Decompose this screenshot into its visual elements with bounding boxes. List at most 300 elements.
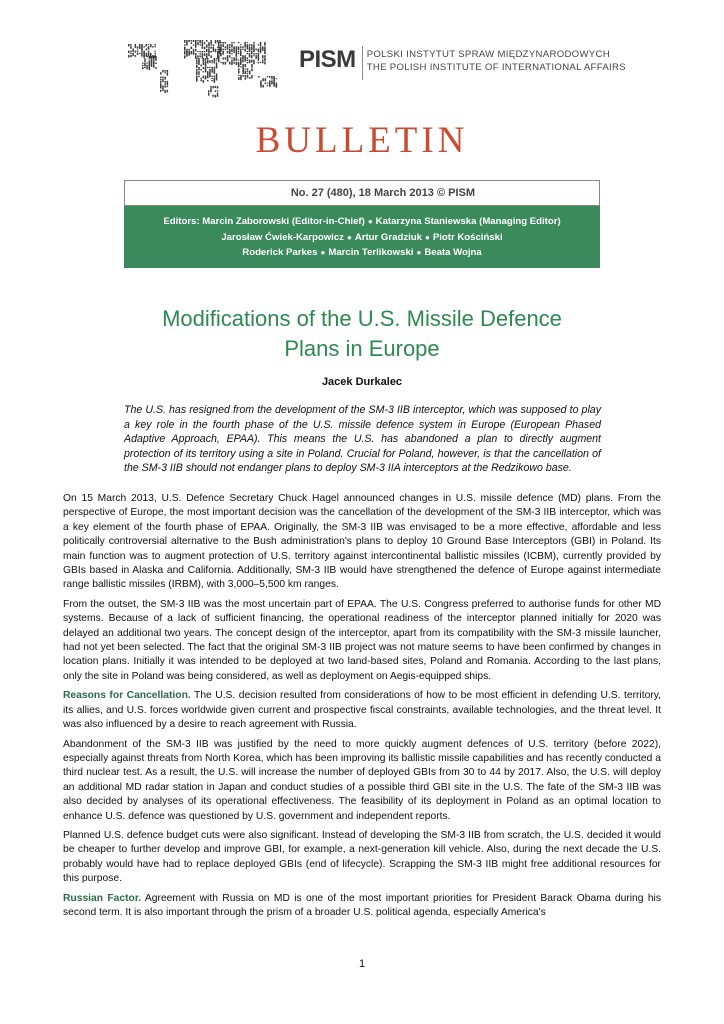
institute-header bbox=[299, 46, 626, 80]
map-dot bbox=[260, 44, 262, 46]
map-dot bbox=[216, 58, 218, 60]
map-dot bbox=[198, 73, 200, 74]
map-dot bbox=[160, 79, 162, 81]
map-dot bbox=[214, 80, 216, 83]
map-dot bbox=[203, 71, 205, 72]
map-dot bbox=[160, 90, 162, 92]
map-dot bbox=[146, 56, 148, 57]
map-dot bbox=[135, 44, 137, 46]
article-abstract: The U.S. has resigned from the development of the SM-3 IIB interceptor, which was supposed to play a key role in the fourth phase of the U.S. missile defence system in Europe (European Phased Adaptive Approach, EPAA). This means the U.S. has abandoned a plan to directly augment protection of its territory using a site in Poland. Crucial for Poland, however, is that the cancellation of the SM-3 IIB should not endanger plans to deploy SM-3 IIA interceptors at the Redzikowo base. bbox=[124, 404, 601, 474]
map-dot bbox=[211, 71, 213, 73]
map-dot bbox=[197, 51, 199, 52]
map-dot bbox=[240, 77, 242, 80]
map-dot bbox=[258, 76, 260, 78]
map-dot bbox=[205, 65, 207, 67]
map-dot bbox=[164, 81, 166, 83]
map-dot bbox=[247, 51, 249, 52]
map-dot bbox=[231, 53, 233, 54]
map-dot bbox=[273, 85, 275, 87]
map-dot bbox=[155, 63, 157, 64]
map-dot bbox=[210, 88, 212, 90]
map-dot bbox=[208, 95, 210, 96]
map-dot bbox=[242, 75, 244, 77]
map-dot bbox=[251, 44, 253, 46]
map-dot bbox=[144, 58, 146, 60]
map-dot bbox=[227, 46, 229, 49]
map-dot bbox=[247, 60, 249, 61]
map-dot bbox=[210, 90, 212, 92]
map-dot bbox=[210, 44, 212, 45]
map-dot bbox=[151, 56, 153, 58]
editor-name: Artur Gradziuk bbox=[354, 231, 422, 243]
bullet-separator: ● bbox=[424, 232, 430, 242]
map-dot bbox=[253, 53, 255, 55]
map-dot bbox=[188, 53, 190, 55]
map-dot bbox=[242, 64, 244, 66]
editor-name: Piotr Kościński bbox=[432, 231, 503, 243]
map-dot bbox=[144, 65, 146, 67]
map-dot bbox=[184, 49, 186, 51]
map-dot bbox=[251, 53, 253, 54]
bullet-separator: ● bbox=[320, 248, 326, 257]
map-dot bbox=[203, 80, 205, 83]
map-dot bbox=[155, 67, 157, 69]
map-dot bbox=[262, 60, 264, 62]
map-dot bbox=[160, 81, 162, 83]
map-dot bbox=[142, 63, 144, 64]
map-dot bbox=[164, 85, 166, 87]
map-dot bbox=[264, 55, 266, 57]
map-dot bbox=[236, 49, 238, 51]
map-dot bbox=[269, 76, 271, 78]
map-dot bbox=[184, 55, 186, 58]
map-dot bbox=[191, 40, 193, 41]
map-dot bbox=[238, 60, 240, 61]
map-dot bbox=[188, 49, 190, 51]
article-author: Jacek Durkalec bbox=[321, 376, 403, 388]
map-dot bbox=[258, 49, 260, 51]
map-dot bbox=[137, 48, 139, 49]
map-dot bbox=[215, 95, 217, 98]
map-dot bbox=[128, 44, 130, 46]
map-dot bbox=[210, 42, 212, 44]
map-dot bbox=[247, 73, 249, 74]
map-dot bbox=[200, 78, 202, 80]
map-dot bbox=[216, 62, 218, 64]
map-dot bbox=[265, 83, 267, 85]
map-dot bbox=[196, 73, 198, 75]
map-dot bbox=[208, 47, 210, 49]
map-dot bbox=[238, 51, 240, 53]
map-dot bbox=[214, 60, 216, 63]
map-dot bbox=[255, 57, 257, 58]
map-dot bbox=[199, 40, 201, 43]
map-dot bbox=[244, 60, 246, 62]
paragraph-text: The U.S. decision resulted from considerations of how to be most efficient in defending U.S. territory, its allies, and U.S. forces worldwide given current and prospective fiscal constraints, available technologies, and the threat level. It was also influenced by a desire to reach agreement with Russia. bbox=[63, 690, 661, 731]
map-dot bbox=[227, 51, 229, 54]
article-body bbox=[63, 492, 661, 925]
title-line: Plans in Europe bbox=[284, 336, 440, 361]
map-dot bbox=[262, 57, 264, 58]
map-dot bbox=[238, 71, 240, 74]
map-dot bbox=[260, 46, 262, 48]
map-dot bbox=[240, 49, 242, 51]
map-dot bbox=[186, 55, 188, 56]
map-dot bbox=[238, 42, 240, 43]
map-dot bbox=[162, 70, 164, 72]
map-dot bbox=[199, 55, 201, 57]
map-dot bbox=[247, 57, 249, 59]
map-dot bbox=[207, 60, 209, 63]
map-dot bbox=[217, 95, 219, 97]
map-dot bbox=[233, 51, 235, 53]
map-dot bbox=[216, 67, 218, 69]
map-dot bbox=[197, 55, 199, 57]
map-dot bbox=[271, 76, 273, 78]
map-dot bbox=[167, 70, 169, 72]
map-dot bbox=[222, 44, 224, 47]
institute-name-pl: POLSKI INSTYTUT SPRAW MIĘDZYNARODOWYCH bbox=[366, 49, 610, 60]
map-dot bbox=[231, 42, 233, 44]
map-dot bbox=[247, 68, 249, 70]
map-dot bbox=[195, 44, 197, 47]
map-dot bbox=[255, 49, 257, 51]
map-dot bbox=[139, 44, 141, 46]
map-dot bbox=[167, 85, 169, 87]
map-dot bbox=[149, 58, 151, 59]
map-dot bbox=[150, 44, 152, 47]
map-dot bbox=[215, 49, 217, 53]
section-heading: Russian Factor. bbox=[63, 892, 142, 904]
map-dot bbox=[202, 51, 204, 53]
map-dot bbox=[249, 73, 251, 75]
map-dot bbox=[238, 75, 240, 76]
page-number: 1 bbox=[358, 958, 366, 970]
map-dot bbox=[146, 63, 148, 64]
map-dot bbox=[148, 48, 150, 49]
map-dot bbox=[214, 76, 216, 78]
editor-name: Roderick Parkes bbox=[242, 247, 318, 258]
map-dot bbox=[193, 49, 195, 51]
map-dot bbox=[160, 77, 162, 79]
map-dot bbox=[149, 56, 151, 58]
map-dot bbox=[262, 78, 264, 81]
map-dot bbox=[215, 86, 217, 88]
map-dot bbox=[196, 69, 198, 71]
map-dot bbox=[245, 64, 247, 67]
map-dot bbox=[211, 60, 213, 62]
map-dot bbox=[208, 44, 210, 46]
map-dot bbox=[211, 78, 213, 79]
map-dot bbox=[240, 53, 242, 56]
map-dot bbox=[262, 85, 264, 88]
world-map-logo bbox=[120, 30, 290, 105]
map-dot bbox=[207, 67, 209, 68]
map-dot bbox=[211, 80, 213, 81]
map-dot bbox=[196, 80, 198, 82]
map-dot bbox=[220, 49, 222, 52]
map-dot bbox=[253, 60, 255, 63]
map-dot bbox=[251, 49, 253, 51]
map-dot bbox=[229, 51, 231, 54]
map-dot bbox=[210, 51, 212, 53]
map-dot bbox=[155, 56, 157, 58]
map-dot bbox=[214, 67, 216, 69]
map-dot bbox=[218, 42, 220, 44]
map-dot bbox=[214, 71, 216, 74]
map-dot bbox=[167, 83, 169, 85]
map-dot bbox=[260, 42, 262, 44]
map-dot bbox=[148, 44, 150, 45]
map-dot bbox=[240, 62, 242, 65]
map-dot bbox=[211, 76, 213, 77]
map-dot bbox=[264, 53, 266, 54]
body-paragraph bbox=[63, 689, 661, 732]
map-dot bbox=[164, 72, 166, 73]
map-dot bbox=[130, 46, 132, 49]
map-dot bbox=[231, 51, 233, 52]
map-dot bbox=[160, 83, 162, 86]
map-dot bbox=[204, 53, 206, 56]
map-dot bbox=[253, 62, 255, 65]
map-dot bbox=[264, 62, 266, 65]
map-dot bbox=[151, 65, 153, 67]
map-dot bbox=[216, 60, 218, 61]
map-dot bbox=[167, 81, 169, 84]
map-dot bbox=[244, 44, 246, 47]
map-dot bbox=[130, 53, 132, 54]
map-dot bbox=[155, 58, 157, 61]
map-dot bbox=[255, 53, 257, 54]
header-divider bbox=[362, 46, 363, 80]
map-dot bbox=[146, 67, 148, 69]
map-dot bbox=[271, 83, 273, 85]
map-dot bbox=[229, 49, 231, 51]
institute-names bbox=[367, 46, 626, 74]
map-dot bbox=[162, 81, 164, 82]
map-dot bbox=[196, 58, 198, 60]
map-dot bbox=[242, 60, 244, 63]
map-dot bbox=[197, 42, 199, 45]
map-dot bbox=[227, 60, 229, 62]
map-dot bbox=[205, 69, 207, 72]
map-dot bbox=[236, 46, 238, 48]
map-dot bbox=[220, 42, 222, 43]
map-dot bbox=[276, 85, 278, 88]
map-dot bbox=[222, 53, 224, 55]
map-dot bbox=[206, 49, 208, 51]
map-dot bbox=[195, 53, 197, 55]
map-dot bbox=[197, 40, 199, 41]
map-dot bbox=[222, 42, 224, 44]
map-dot bbox=[262, 62, 264, 64]
map-dot bbox=[154, 51, 156, 52]
map-dot bbox=[144, 60, 146, 62]
map-dot bbox=[209, 69, 211, 71]
map-dot bbox=[186, 42, 188, 45]
map-dot bbox=[213, 49, 215, 52]
map-dot bbox=[218, 49, 220, 51]
map-dot bbox=[146, 44, 148, 46]
bullet-separator: ● bbox=[367, 217, 373, 226]
map-dot bbox=[142, 65, 144, 66]
map-dot bbox=[245, 73, 247, 74]
map-dot bbox=[208, 53, 210, 56]
map-dot bbox=[251, 55, 253, 58]
map-dot bbox=[154, 46, 156, 47]
map-dot bbox=[141, 51, 143, 53]
map-dot bbox=[196, 67, 198, 68]
map-dot bbox=[245, 68, 247, 69]
body-paragraph: Planned U.S. defence budget cuts were also significant. Instead of developing the SM-3 IIB from scratch, the U.S. decided it would be cheaper to further develop and improve GBI, for example, a next-generation kill vehicle. Also, during the next decade the U.S. probably would have had to replace deployed GBIs (end of lifecycle). Scrapping the SM-3 IIB might free additional resources for this purpose. bbox=[63, 829, 661, 885]
map-dot bbox=[251, 64, 253, 67]
map-dot bbox=[249, 77, 251, 79]
map-dot bbox=[203, 76, 205, 79]
map-dot bbox=[258, 62, 260, 64]
map-dot bbox=[238, 77, 240, 80]
map-dot bbox=[218, 51, 220, 53]
map-dot bbox=[276, 78, 278, 79]
map-dot bbox=[253, 42, 255, 44]
map-dot bbox=[233, 42, 235, 43]
map-dot bbox=[130, 51, 132, 53]
map-dot bbox=[253, 46, 255, 48]
map-dot bbox=[242, 71, 244, 74]
map-dot bbox=[247, 71, 249, 73]
map-dot bbox=[218, 44, 220, 46]
bullet-separator: ● bbox=[416, 248, 422, 257]
map-dot bbox=[141, 55, 143, 57]
map-dot bbox=[249, 62, 251, 63]
map-dot bbox=[271, 78, 273, 79]
map-dot bbox=[227, 44, 229, 46]
title-line: Modifications of the U.S. Missile Defence bbox=[162, 306, 562, 331]
map-dot bbox=[198, 71, 200, 73]
map-dot bbox=[206, 51, 208, 52]
map-dot bbox=[203, 60, 205, 62]
map-dot bbox=[141, 48, 143, 50]
map-dot bbox=[199, 44, 201, 45]
map-dot bbox=[205, 58, 207, 60]
map-dot bbox=[225, 42, 227, 44]
map-dot bbox=[206, 55, 208, 58]
map-dot bbox=[207, 73, 209, 75]
article-title bbox=[64, 304, 660, 364]
map-dot bbox=[208, 90, 210, 92]
map-dot bbox=[209, 71, 211, 73]
map-dot bbox=[262, 49, 264, 51]
map-dot bbox=[135, 55, 137, 57]
paragraph-text: Agreement with Russia on MD is one of the most important priorities for President Barack Obama during his second term. It is also important through the prism of a broader U.S. political agenda, especially America's bbox=[63, 892, 661, 918]
map-dot bbox=[225, 62, 227, 65]
map-dot bbox=[251, 60, 253, 63]
editor-name: Beata Wojna bbox=[424, 247, 482, 258]
map-dot bbox=[258, 53, 260, 56]
map-dot bbox=[222, 49, 224, 51]
map-dot bbox=[193, 53, 195, 54]
map-dot bbox=[204, 42, 206, 44]
map-dot bbox=[148, 51, 150, 53]
map-dot bbox=[143, 46, 145, 47]
map-dot bbox=[260, 51, 262, 53]
map-dot bbox=[186, 44, 188, 45]
map-dot bbox=[160, 72, 162, 74]
map-dot bbox=[247, 75, 249, 77]
map-dot bbox=[265, 78, 267, 81]
map-dot bbox=[137, 46, 139, 48]
map-dot bbox=[217, 93, 219, 95]
map-dot bbox=[153, 56, 155, 58]
map-dot bbox=[231, 62, 233, 65]
map-dot bbox=[249, 71, 251, 73]
map-dot bbox=[193, 44, 195, 45]
map-dot bbox=[251, 68, 253, 71]
map-dot bbox=[229, 46, 231, 48]
map-dot bbox=[238, 53, 240, 54]
map-dot bbox=[240, 44, 242, 45]
map-dot bbox=[244, 49, 246, 52]
map-dot bbox=[143, 55, 145, 58]
map-dot bbox=[200, 80, 202, 81]
map-dot bbox=[238, 68, 240, 70]
map-dot bbox=[212, 95, 214, 97]
map-dot bbox=[164, 90, 166, 93]
map-dot bbox=[148, 46, 150, 49]
map-dot bbox=[202, 44, 204, 46]
map-dot bbox=[152, 46, 154, 47]
map-dot bbox=[218, 46, 220, 48]
map-dot bbox=[249, 55, 251, 57]
map-dot bbox=[233, 49, 235, 51]
map-dot bbox=[208, 93, 210, 95]
map-dot bbox=[242, 46, 244, 48]
map-dot bbox=[245, 75, 247, 77]
map-dot bbox=[146, 48, 148, 50]
map-dot bbox=[229, 55, 231, 57]
map-dot bbox=[225, 57, 227, 59]
map-dot bbox=[249, 49, 251, 52]
map-dot bbox=[137, 53, 139, 55]
map-dot bbox=[225, 49, 227, 50]
map-dot bbox=[220, 53, 222, 56]
map-dot bbox=[128, 55, 130, 58]
map-dot bbox=[128, 51, 130, 53]
editor-name: Jarosław Ćwiek-Karpowicz bbox=[221, 231, 344, 243]
map-dot bbox=[240, 46, 242, 48]
map-dot bbox=[233, 62, 235, 64]
map-dot bbox=[216, 78, 218, 81]
map-dot bbox=[253, 51, 255, 52]
map-dot bbox=[162, 79, 164, 81]
map-dot bbox=[264, 44, 266, 45]
map-dot bbox=[203, 67, 205, 69]
issue-info: No. 27 (480), 18 March 2013 © PISM bbox=[124, 180, 600, 206]
map-dot bbox=[211, 62, 213, 63]
map-dot bbox=[148, 53, 150, 56]
map-dot bbox=[135, 46, 137, 48]
map-dot bbox=[264, 49, 266, 52]
map-dot bbox=[188, 40, 190, 42]
map-dot bbox=[164, 83, 166, 85]
institute-name-en: THE POLISH INSTITUTE OF INTERNATIONAL AFFAIRS bbox=[366, 62, 626, 73]
map-dot bbox=[198, 62, 200, 65]
map-dot bbox=[238, 64, 240, 67]
map-dot bbox=[213, 44, 215, 46]
map-dot bbox=[229, 62, 231, 65]
map-dot bbox=[162, 77, 164, 79]
map-dot bbox=[264, 57, 266, 59]
map-dot bbox=[260, 85, 262, 88]
